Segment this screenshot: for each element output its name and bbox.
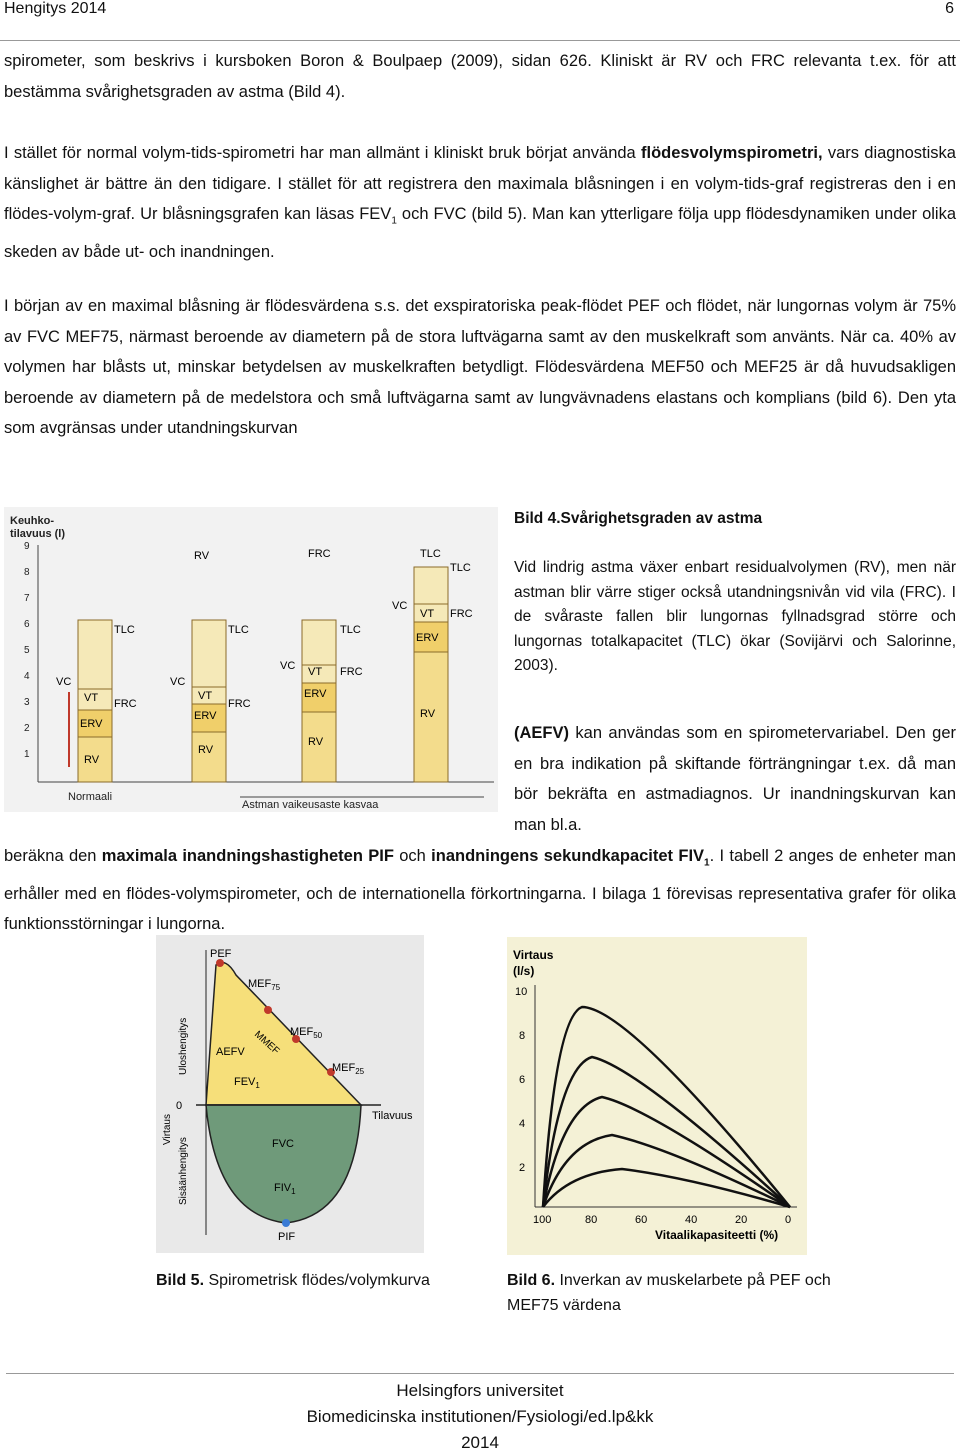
svg-text:40: 40	[685, 1214, 698, 1226]
bild6-svg	[507, 937, 807, 1255]
svg-text:VC: VC	[170, 676, 186, 688]
svg-text:Virtaus: Virtaus	[162, 1114, 173, 1145]
footer-year: 2014	[461, 1433, 499, 1452]
svg-text:TLC: TLC	[340, 624, 361, 636]
bild4-worse-label: Astman vaikeusaste kasvaa	[242, 799, 379, 811]
bild6-ylabel1: Virtaus	[513, 948, 554, 962]
svg-text:FRC: FRC	[114, 698, 137, 710]
svg-text:AEFV: AEFV	[216, 1046, 245, 1058]
tick-3: 3	[24, 697, 30, 708]
bild5-svg	[156, 935, 424, 1253]
svg-text:VC: VC	[56, 676, 72, 688]
svg-text:TLC: TLC	[114, 624, 135, 636]
tick-1: 1	[24, 749, 30, 760]
svg-text:RV: RV	[308, 736, 324, 748]
svg-text:20: 20	[735, 1214, 748, 1226]
term-pif: maximala inandningshastigheten PIF	[101, 847, 394, 865]
term-fiv1: inandningens sekundkapacitet FIV	[431, 847, 705, 865]
bild6-figure	[507, 937, 807, 1255]
svg-text:ERV: ERV	[80, 718, 103, 730]
svg-text:RV: RV	[194, 550, 210, 562]
svg-text:MEF75: $MEF_{75}$	[248, 978, 281, 992]
svg-text:Uloshengitys: Uloshengitys	[178, 1017, 189, 1075]
svg-text:MEF50: $MEF_{50}$	[290, 1026, 323, 1040]
bild5-figure	[156, 935, 424, 1253]
bild6-xlabel: Vitaalikapasiteetti (%)	[655, 1228, 779, 1242]
bild6-ylabel2: (l/s)	[513, 964, 535, 978]
svg-text:PIF: PIF	[278, 1231, 296, 1243]
paragraph-4: beräkna den maximala inandningshastigheten PIF och inandningens sekundkapacitet $FIV_1$. I tabell 2 anges de enheter man erhåller med en flödes-volymspirometer, och de internationella förkortningarna. I bilaga 1 förevisas representativa grafer för olika funktionsstörningar i lungorna.	[4, 847, 956, 934]
svg-text:0: 0	[176, 1100, 183, 1112]
svg-text:MMEF: MMEF	[251, 1029, 282, 1057]
svg-text:4: 4	[519, 1118, 526, 1130]
svg-text:TLC: TLC	[450, 562, 471, 574]
svg-text:2: 2	[519, 1162, 526, 1174]
svg-text:PEF: PEF	[210, 948, 232, 960]
svg-text:FRC: FRC	[450, 608, 473, 620]
paragraph-2: I stället för normal volym-tids-spirometri har man allmänt i kliniskt bruk börjat använda flödesvolymspirometri, vars diagnostiska känslighet är bättre än den tidigare. I stället för att registrera den maximala blåsningen i en volym-tids-graf registreras den i en flödes-volym-graf. Ur blåsningsgrafen kan läsas $FEV_1$ och FVC (bild 5). Man kan ytterligare följa upp flödesdynamiken under olika skeden av både ut- och inandningen.	[4, 144, 957, 262]
bild6-caption: Bild 6. Inverkan av muskelarbete på PEF och MEF75 värdena	[507, 1272, 831, 1314]
bild5-caption: Bild 5. Spirometrisk flödes/volymkurva	[156, 1272, 430, 1289]
svg-text:8: 8	[519, 1030, 526, 1042]
paragraph-1: spirometer, som beskrivs i kursboken Boron & Boulpaep (2009), sidan 626. Kliniskt är RV och FRC relevanta t.ex. för att bestämma svårighetsgraden av astma (Bild 4).	[4, 52, 956, 101]
tick-6: 6	[24, 619, 30, 630]
bild4-text: Vid lindrig astma växer enbart residualvolymen (RV), men när astman blir värre stiger också utandningsnivån vid vila (FRC). I de svåraste fallen blir lungornas fyllnadsgrad större och lungornas totalkapacitet (TLC) ökar (Sovijärvi och Salorinne, 2003).	[514, 559, 956, 675]
tick-7: 7	[24, 593, 30, 604]
header-title: Hengitys 2014	[4, 0, 107, 17]
header-rule	[0, 40, 960, 41]
footer-university: Helsingfors universitet	[396, 1381, 564, 1400]
page-number: 6	[945, 0, 954, 17]
tick-2: 2	[24, 723, 30, 734]
svg-text:FVC: FVC	[272, 1138, 294, 1150]
tick-9: 9	[24, 541, 30, 552]
bild4-normal-label: Normaali	[68, 791, 113, 803]
paragraph-3: I början av en maximal blåsning är flödesvärdena s.s. det exspiratoriska peak-flödet PEF och flödet, när lungornas volym är 75% av FVC MEF75, närmast beroende av diametern på de stora luftvägarna samt av den muskelkraft som använts. När ca. 40% av volymen har blåsts ut, minskar betydelsen av muskelkraften betydligt. Flödesvärdena MEF50 och MEF25 är då huvudsakligen beroende av diametern på de medelstora och små luftvägarna samt av lungvävnadens elastans och komplians (bild 6). Den yta som avgränsas under utandningskurvan	[4, 297, 956, 438]
svg-text:FRC: FRC	[228, 698, 251, 710]
svg-text:VC: VC	[392, 600, 408, 612]
svg-text:MEF25: $MEF_{25}$	[332, 1062, 365, 1076]
svg-text:VC: VC	[280, 660, 296, 672]
svg-text:100: 100	[533, 1214, 552, 1226]
svg-text:VT: VT	[84, 692, 99, 704]
svg-text:Tilavuus: Tilavuus	[372, 1110, 413, 1122]
svg-text:VT: VT	[198, 690, 213, 702]
svg-text:FRC: FRC	[340, 666, 363, 678]
footer-institution: Biomedicinska institutionen/Fysiologi/ed.lp&kk	[306, 1407, 654, 1426]
svg-text:0: 0	[785, 1214, 792, 1226]
tick-8: 8	[24, 567, 30, 578]
bild4-caption: Bild 4.Svårighetsgraden av astma	[514, 510, 763, 527]
svg-text:10: 10	[515, 986, 528, 998]
svg-text:60: 60	[635, 1214, 648, 1226]
footer	[0, 1378, 960, 1456]
svg-text:6: 6	[519, 1074, 526, 1086]
svg-text:ERV: ERV	[304, 688, 327, 700]
bild4-ylabel2: tilavuus (l)	[10, 528, 66, 540]
bild4-ylabel1: Keuhko-	[10, 515, 54, 527]
footer-rule	[6, 1373, 954, 1374]
svg-text:FIV1: $FIV_1$	[274, 1182, 296, 1196]
term-flodesvolymspirometri: flödesvolymspirometri,	[641, 144, 823, 162]
svg-text:ERV: ERV	[416, 632, 439, 644]
tick-5: 5	[24, 645, 30, 656]
svg-text:VT: VT	[420, 608, 435, 620]
page-header	[0, 0, 960, 30]
aefv-text: (AEFV) kan användas som en spirometervariabel. Den ger en bra indikation på skiftande förträngningar t.ex. då man bör bekräfta en astmadiagnos. Ur inandningskurvan kan man bl.a.	[514, 724, 956, 834]
svg-text:80: 80	[585, 1214, 598, 1226]
svg-text:FRC: FRC	[308, 548, 331, 560]
svg-text:TLC: TLC	[420, 548, 441, 560]
svg-text:RV: RV	[198, 744, 214, 756]
bild4-svg	[4, 507, 498, 812]
svg-text:FEV1: $FEV_1$	[234, 1076, 260, 1090]
svg-text:RV: RV	[420, 708, 436, 720]
svg-text:Sisäänhengitys: Sisäänhengitys	[178, 1137, 189, 1205]
svg-text:VT: VT	[308, 666, 323, 678]
bild4-figure	[4, 507, 498, 812]
svg-text:RV: RV	[84, 754, 100, 766]
svg-text:ERV: ERV	[194, 710, 217, 722]
svg-text:TLC: TLC	[228, 624, 249, 636]
tick-4: 4	[24, 671, 30, 682]
